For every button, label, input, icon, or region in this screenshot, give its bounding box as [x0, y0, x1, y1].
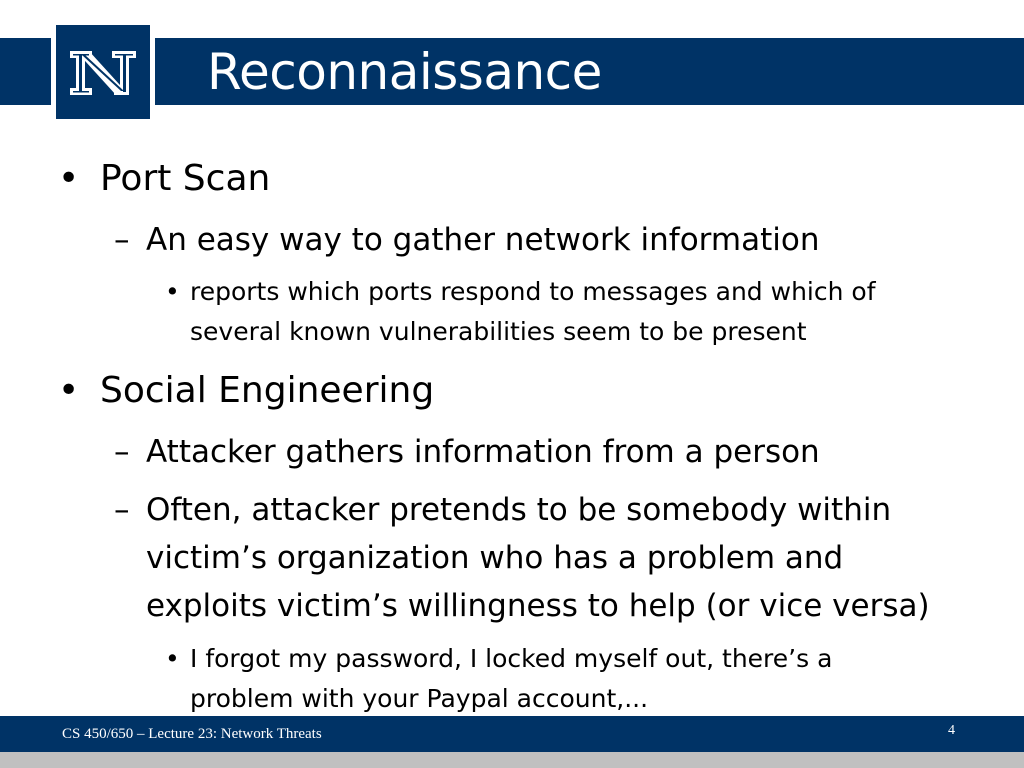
bullet-port-scan: Port Scan	[100, 158, 271, 199]
sub-bullet-attacker-gathers: Attacker gathers information from a person	[146, 434, 820, 470]
dash-marker: –	[114, 434, 130, 470]
detail-port-scan-line-2: several known vulnerabilities seem to be present	[190, 317, 807, 346]
dash-marker: –	[114, 222, 130, 258]
bullet-marker: •	[165, 277, 180, 306]
page-number: 4	[948, 723, 955, 738]
bullet-marker: •	[58, 370, 80, 411]
sub-bullet-pretends-line-3: exploits victim’s willingness to help (or vice versa)	[146, 588, 930, 624]
bullet-social-engineering: Social Engineering	[100, 370, 435, 411]
bullet-marker: •	[165, 644, 180, 673]
n-logo-icon	[56, 25, 150, 119]
logo-background	[56, 25, 150, 119]
footer-strip	[0, 752, 1024, 768]
slide-title: Reconnaissance	[207, 43, 602, 101]
sub-bullet-port-scan: An easy way to gather network information	[146, 222, 820, 258]
detail-social-line-1: I forgot my password, I locked myself out, there’s a	[190, 644, 833, 673]
bullet-marker: •	[58, 158, 80, 199]
sub-bullet-pretends-line-1: Often, attacker pretends to be somebody within	[146, 492, 892, 528]
footer-course-label: CS 450/650 – Lecture 23: Network Threats	[62, 726, 322, 742]
dash-marker: –	[114, 492, 130, 528]
detail-port-scan-line-1: reports which ports respond to messages and which of	[190, 277, 876, 306]
university-logo	[51, 20, 155, 124]
sub-bullet-pretends-line-2: victim’s organization who has a problem and	[146, 540, 844, 576]
detail-social-line-2: problem with your Paypal account,...	[190, 684, 649, 713]
